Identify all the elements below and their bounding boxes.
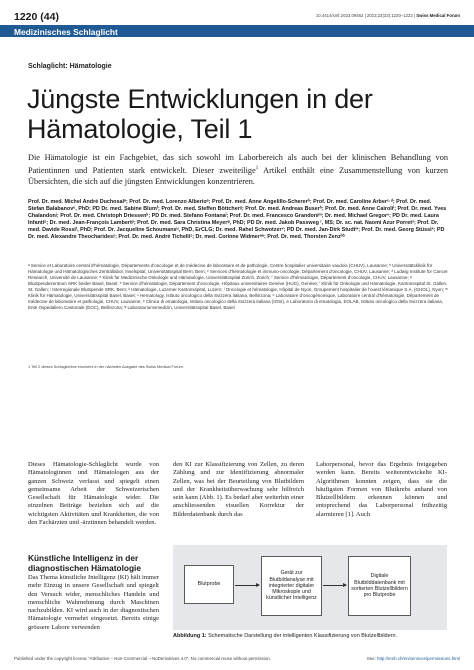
citation: 2023;23(33):1220–1223 <box>366 13 413 18</box>
journal-citation: 10.4414/smf.2023.09462 | 2023;23(33):1220–1223 | Swiss Medical Forum <box>315 13 460 18</box>
figure-caption <box>173 633 447 640</box>
figure-caption-text: Schematische Darstellung der intelligenten Klassifizierung von Blutzellbildern. <box>206 633 398 639</box>
author-list: Prof. Dr. med. Michel André Duchosalᵃ; Prof. Dr. med. Lorenzo Alberioᵃ; Prof. Dr. med. Anne Angelillo-Schererᵇ; Prof. Dr. med. Caroline Arberᶜ·ᵈ; Prof. Dr. med. Stefan Balabanovᵉ, PhD; PD Dr. med. Sabine Blumᶠ; Prof. Dr. med. Steffen Böttcherᵍ; Prof. Dr. med. Andreas Buserʰ; Prof. Dr. med. Anne Cairoliⁱ; Prof. Dr. med. Yves Chalandonʲ; Prof. Dr. med. Christoph Driessenᵏ; PD Dr. med. Stefano Fontanaˡ; Prof. Dr. med. Francesco Grandoniᵐ; Dr. med. Michael Gregorⁿ; PD Dr. med. Laura Infantiᵒ; Dr. med. Jean-François Lambertᵖ; Prof. Dr. med. Sara Christina Meyerᵠ, PhD; PD Dr. med. Jakob Passweg ʳ, MS; Dr. sc. nat. Naomi Azur Porretˢ; Prof. Dr. med. Davide Rossiᵗ, PhD; Prof. Dr. Jacqueline Schoumansᵘ, PhD, ErCLG; Dr. med. Rahel Schwotzerᵛ; PD Dr. med. Jan-Dirk Studtʷ; Prof. Dr. med. Georg Stüssiˣ; PD Dr. med. Alexandre Theocharidesʸ; Prof. Dr. med. André Tichelliᶻ; Dr. med. Corinne Widmerᵃᵃ; Prof. Dr. med. Thorsten Zenzᵇᵇ <box>28 199 447 241</box>
arrow-right-icon <box>323 585 346 586</box>
article-title: Jüngste Entwicklungen in der Hämatologie, Teil 1 <box>27 84 373 144</box>
figure-1-diagram <box>173 545 447 630</box>
footnote: 1 Teil 2 dieses Schlaglichtes erscheint in der nächsten Ausgabe des Swiss Medical Forum. <box>28 364 184 369</box>
see-label: See: <box>366 656 378 661</box>
section-heading: Künstliche Intelligenz in der diagnostischen Hämatologie <box>28 553 141 573</box>
lead-paragraph <box>28 152 448 187</box>
arrow-right-icon <box>235 585 259 586</box>
license-text: Published under the copyright license “Attribution – Non-Commercial – NoDerivatives 4.0”. No commercial reuse without permission. <box>14 656 271 661</box>
rubric-bar <box>0 25 474 37</box>
permissions-link[interactable]: http://emh.ch/en/services/permissions.html <box>377 656 460 661</box>
kicker: Schlaglicht: Hämatologie <box>28 63 112 70</box>
body-column-1-continued: Das Thema künstliche Intelligenz (KI) hält immer mehr Einzug in unsere Gesellschaft und spiegelt den Versuch wider, menschliches Handeln und menschliche Wahrnehmung durch Maschinen nachzubilden. KI wird auch in der diagnostischen Hämatologie vermehrt eingesetzt. Bereits einige grössere Labore verwenden <box>28 574 159 631</box>
diagram-box-analyzer: Gerät zur Blutbildanalyse mit integrierter digitaler Mikroskopie und künstlicher Intelligenz <box>261 556 322 616</box>
body-column-2: den KI zur Klassifizierung von Zellen, zu deren Zählung und zur Identifizierung abnormaler Zellen, was bei der Beurteilung von Blutbildern und der Krankheitsüberwachung sehr hilfreich sein kann (Abb. 1). Es bedarf aber weiterhin einer anschliessenden visuellen Korrektur der Bilderdatenbank durch das <box>173 461 304 518</box>
rubric-label: Medizinisches Schlaglicht <box>14 26 118 37</box>
journal-name: Swiss Medical Forum <box>416 13 460 18</box>
permissions-note <box>367 656 460 661</box>
affiliations: ᵃ Service et Laboratoire central d'hématologie, Départements d'oncologie et de médecine de laboratoire et de pathologie, Centre hospitalier universitaire vaudois (CHUV), Lausanne; ᵇ Universitätsklinik für Hämatologie und Hämatologisches Zentrallabor, Inselspital, Universitätsspital Bern, Bern; ᶜ Services d'hématologie et immuno-oncologie, Département d'oncologie, CHUV, Lausanne; ᵈ Ludwig Institute for Cancer Research, Université de Lausanne; ᵉ Klinik für Medizinische Onkologie und Hämatologie, Universitätsspital Zürich, Zürich; ᶠ Service d'hématologie, Département d'oncologie, CHUV, Lausanne; ᵍ Blutspendezentrum SRK beider Basel, Basel; ʰ Service d'hématologie, Département d'oncologie, Hôpitaux universitaires Genève (HUG), Genève; ⁱ Klinik für Onkologie und Hämatologie, Kantonsspital St. Gallen, St. Gallen; ʲ Interregionale Blutspende SRK, Bern; ᵏ Hämatologie, Luzerner Kantonsspital, Luzern; ˡ Oncologie et hématologie, Hôpital de Nyon, Groupement hospitalier de l'ouest lémanique S.A. (GHOL), Nyon; ᵐ Klinik für Hämatologie, Universitätsspital Basel, Basel; ⁿ Hematology, Istituto oncologico della Svizzera italiana, Bellinzona; ᵒ Laboratoire d'oncogénomique, Laboratoire central d'hématologie, Département de médecine de laboratoire et pathologie, CHUV, Lausanne; ᵖ Clinica di ematologia, Istituto oncologico della Svizzera italiana (IOSI), e Laboratorio di ematologia, EOLAB, Istituto oncologico della Svizzera italiana, Ente Ospedaliero Cantonale (EOC), Bellinzona; ᵠ Laboratoriumsmedizin, Universitätsspital Basel, Basel <box>28 263 448 311</box>
page-label: 1220 (44) <box>14 11 59 23</box>
doi[interactable]: 10.4414/smf.2023.09462 <box>315 13 364 18</box>
lead-text-before: Die Hämatologie ist ein Fachgebiet, das sich sowohl im Laborbereich als auch bei der klinischen Behandlung von Patientinnen und Patienten stark entwickelt. Dieser zweiteilige <box>28 153 448 175</box>
lead-text-after: Artikel enthält eine Zusammenstellung von kurzen Übersichten, die sich auf die jüngsten Entwicklungen konzentrieren. <box>28 165 448 187</box>
body-column-3: Laborpersonal, bevor das Ergebnis freigegeben werden kann. Bereits weiterentwickelte KI-Algorithmen konnten zeigen, dass sie die häufigsten Formen von Blutkrebs anhand von Blutzellbildern erkennen können und entsprechend das Laborpersonal frühzeitig alarmieren [1]. Auch <box>316 461 447 518</box>
body-column-1: Dieses Hämatologie-Schlaglicht wurde von Hämatologinnen und Hämatologen aus der ganzen Schweiz verfasst und spiegelt einen gemeinsame Arbeit der Schweizerischen Gesellschaft für Hämatologie wider. Die einzelnen Beiträge beziehen sich auf die wichtigsten Aktivitäten und Krankheiten, die von den Fachärzten und -ärztinnen behandelt werden. <box>28 461 159 526</box>
lead-footnote-ref[interactable]: 1 <box>255 166 259 172</box>
diagram-box-blood-sample: Blutprobe <box>184 565 234 604</box>
page-footer <box>14 656 460 661</box>
figure-caption-label: Abbildung 1: <box>173 633 207 639</box>
diagram-box-database: Digitale Blutbilddatenbank mit sortierten Blutzellbildern pro Blutprobe <box>348 556 411 616</box>
